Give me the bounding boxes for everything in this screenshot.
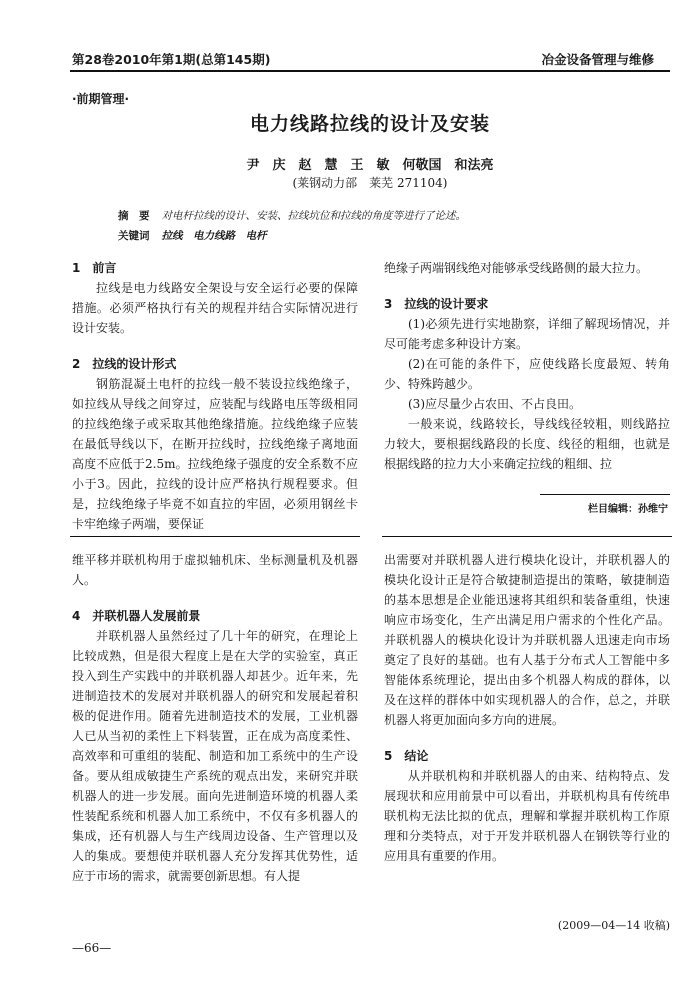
abstract-label: 摘 要 bbox=[118, 210, 150, 222]
section-heading: 2 拉线的设计形式 bbox=[72, 357, 177, 371]
keywords-label: 关键词 bbox=[118, 230, 150, 242]
paragraph-gap bbox=[72, 338, 358, 354]
paragraph: 拉线是电力线路安全架设与安全运行必要的保障措施。必须严格执行有关的规程并结合实际情况进行设计安装。 bbox=[72, 281, 358, 335]
separator-right bbox=[382, 536, 672, 537]
keywords bbox=[118, 228, 267, 243]
article-title: 电力线路拉线的设计及安装 bbox=[249, 113, 490, 135]
paragraph-continued: 出需要对并联机器人进行模块化设计，并联机器人的模块化设计正是符合敏捷制造提出的策略，敏捷制造的基本思想是企业能迅速将其组织和装备重组，快速响应市场变化，生产出满足用户需求的个性化产品。并联机器人的模块化设计为并联机器人迅速走向市场奠定了良好的基础。也有人基于分布式人工智能中多智能体系统理论，提出由多个机器人构成的群体，以及在这样的群体中如实现机器人的合作，总之，并联机器人将更加面向多方向的进展。 bbox=[384, 553, 670, 727]
page-number: —66— bbox=[72, 941, 112, 955]
paragraph-gap bbox=[384, 278, 670, 294]
previous-column-right bbox=[384, 550, 670, 866]
paragraph-continued: 绝缘子两端钢线绝对能够承受线路侧的最大拉力。 bbox=[384, 261, 649, 275]
paragraph: (2)在可能的条件下，应使线路长度最短、转角少、特殊跨越少。 bbox=[384, 357, 670, 391]
paragraph: 从并联机构和并联机器人的由来、结构特点、发展现状和应用前景中可以看出，并联机构具有传统串联机构无法比拟的优点，理解和掌握并联机构工作原理和分类特点，对于开发并联机器人在钢铁等行业的应用具有重要的作用。 bbox=[384, 769, 670, 863]
paragraph-gap bbox=[72, 590, 358, 606]
paragraph: 一般来说，线路较长，导线线径较粗，则线路拉力较大，要根据线路段的长度、线径的粗细，也就是根据线路的拉力大小来确定拉线的粗细、拉 bbox=[384, 417, 670, 471]
article-authors: 尹 庆 赵 慧 王 敏 何敬国 和法亮 bbox=[246, 158, 494, 173]
received-date: (2009—04—14 收稿) bbox=[557, 919, 670, 932]
section-heading: 1 前言 bbox=[72, 261, 117, 275]
paragraph: 并联机器人虽然经过了几十年的研究，在理论上比较成熟，但是很大程度上是在大学的实验室，真正投入到生产实践中的并联机器人却甚少。近年来，先进制造技术的发展对并联机器人的研究和发展起着积极的促进作用。随着先进制造技术的发展，工业机器人已从当初的柔性上下料装置，正在成为高度柔性、高效率和可重组的装配、制造和加工系统中的生产设备。要从组成敏捷生产系统的观点出发，来研究并联机器人的进一步发展。面向先进制造环境的机器人柔性装配系统和机器人加工系统中，不仅有多机器人的集成，还有机器人与生产线周边设备、生产管理以及人的集成。要想使并联机器人充分发挥其优势性，适应于市场的需求，就需要创新思想。有人提 bbox=[72, 629, 358, 883]
article-column-right bbox=[384, 258, 670, 474]
paragraph: (1)必须先进行实地勘察，详细了解现场情况，并尽可能考虑多种设计方案。 bbox=[384, 317, 670, 351]
paragraph-continued: 维平移并联机构用于虚拟轴机床、坐标测量机及机器人。 bbox=[72, 553, 358, 587]
keywords-text: 拉线 电力线路 电杆 bbox=[161, 230, 267, 242]
paragraph: (3)应尽量少占农田、不占良田。 bbox=[408, 397, 581, 411]
section-heading: 4 并联机器人发展前景 bbox=[72, 609, 201, 623]
paragraph-gap bbox=[384, 730, 670, 746]
journal-name: 冶金设备管理与维修 bbox=[541, 52, 654, 67]
column-editor: 栏目编辑：孙维宁 bbox=[588, 504, 668, 515]
separator-left bbox=[70, 536, 360, 537]
journal-issue: 第28卷2010年第1期(总第145期) bbox=[72, 52, 271, 67]
previous-column-left bbox=[72, 550, 358, 886]
header-rule bbox=[70, 70, 670, 72]
column-tag: ·前期管理· bbox=[72, 92, 130, 106]
article-affiliation: (莱钢动力部 莱芜 271104) bbox=[292, 176, 448, 190]
abstract bbox=[118, 208, 466, 223]
section-heading: 3 拉线的设计要求 bbox=[384, 297, 489, 311]
editor-rule bbox=[540, 494, 670, 495]
paragraph: 钢筋混凝土电杆的拉线一般不装设拉线绝缘子，如拉线从导线之间穿过，应装配与线路电压等级相同的拉线绝缘子或采取其他绝缘措施。拉线绝缘子应装在最低导线以下，在断开拉线时，拉线绝缘子离地面高度不应低于2.5m。拉线绝缘子强度的安全系数不应小于3。因此，拉线的设计应严格执行规程要求。但是，拉线绝缘子毕竟不如直拉的牢固，必须用钢丝卡卡牢绝缘子两端，要保证 bbox=[72, 377, 358, 531]
abstract-text: 对电杆拉线的设计、安装、拉线坑位和拉线的角度等进行了论述。 bbox=[161, 210, 466, 222]
section-heading: 5 结论 bbox=[384, 749, 429, 763]
article-column-left bbox=[72, 258, 358, 534]
